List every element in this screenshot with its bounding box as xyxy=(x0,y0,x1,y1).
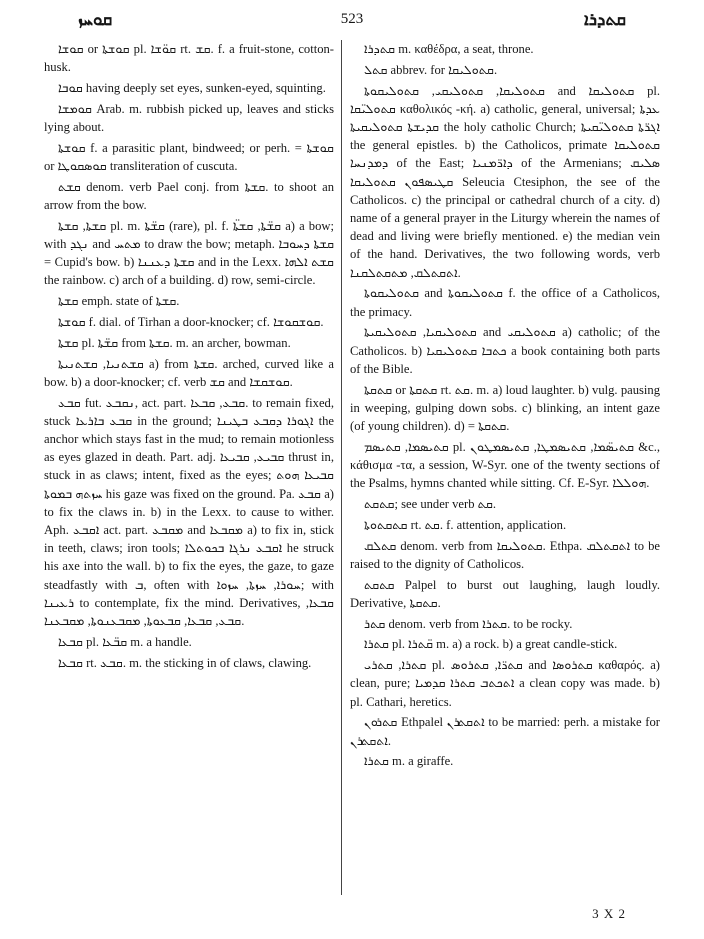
dictionary-entry: ܩܘܫܬܐ f. dial. of Tirhan a door-knocker; cf. ܩܘܫܩܘܫܐ. xyxy=(58,315,324,329)
dictionary-entry: ܩܬܪܐ m. a giraffe. xyxy=(364,754,454,769)
dictionary-entry: ܩܒܥܐ rt. ܩܒܥ. m. the sticking in of claws, clawing. xyxy=(58,655,312,670)
dictionary-entry: ܩܒܥܐ pl. ܩܒ̈ܥܐ m. a handle. xyxy=(58,634,192,649)
dictionary-entry: ܩܘܫܐ or ܩܘܫܬܐ pl. ܩܘ̈ܫܐ rt. ܩܫ. f. a fruit-stone, cotton-husk. xyxy=(44,42,334,75)
dictionary-entry: ܩܬܠ abbrev. for ܩܬܘܠܝܩܐ. xyxy=(364,62,498,77)
header-left-word: ܩܘܚܙ xyxy=(78,10,113,30)
dictionary-entry: ܩܬܪܘܢ Ethpalel ܐܬܩܬܪܢ to be married: perh. a mistake for ܐܬܩܬܪܢ. xyxy=(350,715,660,748)
column-divider xyxy=(341,40,342,895)
running-header xyxy=(40,10,664,36)
dictionary-entry: ܩܬܠܩ denom. verb from ܩܬܘܠܝܩܐ. Ethpa. ܐܬܩܬܠܩ to be raised to the dignity of Catholicos. xyxy=(350,538,660,571)
dictionary-entry: ܩܬܝܣܡܐ, ܩܬܝܣܡ pl. ܩܬܝܣ̈ܡܐ, ܩܬܝܣܡܛܐ, ܩܬܝܣܡܛܘܢ &c., κάθισμα -τα, a session, W-Syr. one of the twenty sections of the Psalms, hymns chanted while sitting. Cf. E-Syr. ܗܘܠܠܐ. xyxy=(350,439,660,491)
dictionary-entry: ܩܘܡܫܐ Arab. m. rubbish picked up, leaves and sticks lying about. xyxy=(44,101,334,134)
dictionary-entry: ܩܬܩܬܘܬܐ rt. ܩܬ. f. attention, application. xyxy=(364,517,567,532)
dictionary-entry: ܩܬܕܪܐ m. καθέδρα, a seat, throne. xyxy=(364,42,534,56)
dictionary-entry: ܩܬܘܠܝܩܝܐ, ܩܬܘܠܝܩܝܬܐ and ܩܬܘܠܝܩܝ a) catholic; of the Catholicos. b) ܟܬܒܐ ܩܬܘܠܝܩܝܐ a book containing both parts of the Bible. xyxy=(350,325,661,376)
dictionary-entry: ܩܫܬ denom. verb Pael conj. from ܩܫܬܐ. to shoot an arrow from the bow. xyxy=(44,179,334,212)
dictionary-entry: ܩܫܬܢܝܐ, ܩܫܬܢܝܬܐ a) from ܩܫܬܐ. arched, curved like a bow. b) a door-knocker; cf. verb ܩܫ and ܩܘܫܩܫܐ. xyxy=(44,356,335,389)
dictionary-entry: ܩܬܪܐ, ܩܬܪܝ pl. ܩܬܪ̈ܐ, ܩܬܪܘܣ and ܩܬܪܘܣܐ καθαρός. a) clean, pure; ܐܬܟܬܒ ܩܬܪܐ ܩܕܡܝܐ a clean copy was made. b) pl. Cathari, heretics. xyxy=(350,658,660,709)
dictionary-entry: ܩܬܩܬ Palpel to burst out laughing, laugh loudly. Derivative, ܩܬܩܬܐ. xyxy=(350,577,660,610)
dictionary-entry: ܩܬܪܐ pl. ܩ̈ܬܪܐ m. a) a rock. b) a great candle-stick. xyxy=(364,637,618,652)
dictionary-entry: ܩܬܩܬ; see under verb ܩܬ. xyxy=(364,497,497,512)
dictionary-entry: ܩܬܩܬܐ or ܩܬܩܬܐ rt. ܩܬ. m. a) loud laughter. b) vulg. pausing in weeping, gulping down sobs. c) blinking, an intent gaze (of young children). d) = ܩܬܩܬܐ. xyxy=(350,382,660,434)
right-column xyxy=(350,40,660,773)
dictionary-entry: ܩܬܪ denom. verb from ܩܬܪܐ. to be rocky. xyxy=(364,616,573,631)
header-right-word: ܩܬܕܪܐ xyxy=(584,10,626,30)
page-number: 523 xyxy=(340,11,364,27)
dictionary-entry: ܩܫܬܐ pl. ܩܫ̈ܬܐ from ܩܫܬܐ. m. an archer, bowman. xyxy=(58,335,291,350)
dictionary-entry: ܩܬܘܠܝܩܐ, ܩܬܘܠܝܩܝ, ܩܬܘܠܝܩܘܬܐ and ܩܬܘܠܝܩܐ pl. ܩܬܘܠܝ̈ܩܐ καθολικός -κή. a) catholic, general, universal; ܥܕܬܐ ܩܕܝܫܬܐ ܩܬܘܠܝܩܝܬܐ the holy catholic Church; ܐܓܪ̈ܬܐ ܩܬܘܠܝ̈ܩܝܬܐ the general epistles. b) the Catholicos, primate ܩܬܘܠܝܩܐ ܕܡܕܢܚܐ of the East; ܕܐܪ̈ܡܢܝܐ of the Armenians; ܣܠܝܩ ܩܛܝܣܦܘܢ ܩܬܘܠܝܩܐ Seleucia Ctesiphon, the see of the Catholicos. c) the principal or cathedral church of a city. d) name of a general prayer in the Liturgy wherein the names of dead and living were briefly mentioned. e) the median vein of the hand. Derivatives, the two following words, verb ܐܬܩܬܠܩ, ܡܬܩܬܠܩܢܐ. xyxy=(350,83,661,280)
dictionary-entry: ܩܫܬܐ emph. state of ܩܫܬܐ. xyxy=(58,294,180,309)
dictionary-entry: ܩܒܥ fut. ܢܩܒܥ, act. part. ܩܒܥ, ܩܒܥܐ. to remain fixed, stuck ܩܒܥ ܒܐܪܥܐ in the ground; ܐܓܘܪܐ ܕܩܒܥ ܒܛܝܢܐ the anchor which stays fast in the mud; to remain motionless as eyes glazed in death. Part. adj. ܩܒܝܥ, ܩܒܝܥܐ thrust in, stuck in as claws; intent, fixed as the eyes; ܩܒܝܥܐ ܗܘܬ ܚܙܬܗ ܒܡܘܬܐ his gaze was fixed on the ground. Pa. ܩܒܥ a) to fix the claws in. b) in the Lexx. to cause to wither. Aph. ܐܩܒܥ act. part. ܡܩܒܥ and ܡܩܒܥܐ a) to fix in, stick in teeth, claws; iron tools; ܐܩܒܥ ܢܪܓܐ ܒܟܘܬܠܐ he struck his axe into the wall. b) to fix the eyes, the gaze, to gaze steadfastly with ܒ, often with ܚܘܪܐ, ܚܙܬܐ, ܚܙܘܐ; with ܪܥܝܢܐ to contemplate, fix the mind. Derivatives, ܩܒܥܐ, ܩܒܥ, ܩܒܥܐ, ܩܒܥܘܬܐ, ܡܩܒܥܢܘܬܐ, ܡܩܒܥܢܐ. xyxy=(44,395,335,629)
dictionary-entry: ܩܘܫܬܐ f. a parasitic plant, bindweed; or perh. = ܩܘܫܬܐ or ܩܘܣܩܘܛܐ transliteration of cuscuta. xyxy=(44,140,334,173)
dictionary-entry: ܩܬܘܠܝܩܘܬܐ and ܩܬܘܠܝܩܘܬܐ f. the office of a Catholicos, the primacy. xyxy=(350,286,660,319)
left-column xyxy=(44,40,334,674)
dictionary-entry: ܩܘܒܐ having deeply set eyes, sunken-eyed, squinting. xyxy=(58,81,326,95)
dictionary-entry: ܩܫܬܐ, ܩܫܬܐ pl. m. ܩܫ̈ܬܐ (rare), pl. f. ܩܫ̈ܬܐ, ܩܫܬ̈ܐ a) a bow; with ܢܓܕ and ܡܬܚ to draw the bow; metaph. ܩܫܬܐ ܕܚܘܒܐ = Cupid's bow. b) ܩܫܬܐ ܕܥܢܢܐ and in the Lexx. ܩܫܬ ܐܠܗܐ the rainbow. c) arch of a building. d) row, semi-circle. xyxy=(44,218,335,288)
signature-mark: 3 X 2 xyxy=(592,906,626,921)
